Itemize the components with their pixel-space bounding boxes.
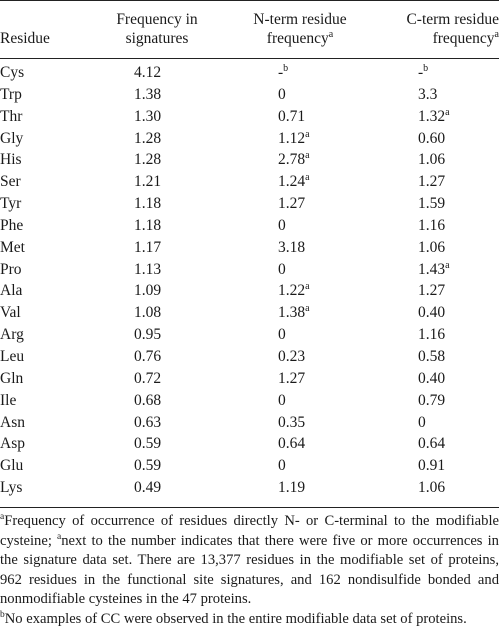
cell-residue <box>0 324 24 346</box>
cell-nterm <box>278 215 286 237</box>
cell-cterm <box>418 280 445 302</box>
cell-frequency-value: 1.09 <box>134 282 162 300</box>
cell-frequency <box>134 171 161 193</box>
header-nterm-footnote-mark: a <box>328 28 334 40</box>
cell-nterm <box>278 62 288 84</box>
cell-cterm-value: 1.06 <box>418 479 446 497</box>
cell-frequency <box>134 259 161 281</box>
cell-residue <box>0 433 25 455</box>
table-row <box>0 324 499 346</box>
cell-nterm <box>278 412 305 434</box>
cell-cterm <box>418 193 445 215</box>
header-frequency-line2: signatures <box>125 30 189 47</box>
cell-nterm <box>278 171 310 193</box>
cell-cterm <box>418 390 445 412</box>
table-row <box>0 390 499 412</box>
cell-nterm <box>278 433 305 455</box>
header-frequency <box>102 10 212 48</box>
cell-cterm <box>418 412 426 434</box>
cell-frequency-value: 0.63 <box>134 413 162 431</box>
cell-cterm <box>418 368 445 390</box>
cell-cterm-value: 1.06 <box>418 151 446 169</box>
cell-nterm-value: 3.18 <box>278 238 306 256</box>
cell-nterm-value: 0 <box>278 85 286 103</box>
table-row <box>0 171 499 193</box>
table-row <box>0 106 499 128</box>
table-row <box>0 368 499 390</box>
table-row <box>0 455 499 477</box>
cell-nterm-value: 1.22 <box>278 282 306 300</box>
cell-nterm-value: 0 <box>278 391 286 409</box>
cell-nterm-value: 1.27 <box>278 369 306 387</box>
table-row <box>0 477 499 499</box>
cell-nterm <box>278 237 305 259</box>
table-row <box>0 433 499 455</box>
cell-residue-value: Ile <box>0 391 17 409</box>
cell-cterm-value: 0 <box>418 413 426 431</box>
cell-nterm-value: 1.38 <box>278 304 306 322</box>
cell-nterm <box>278 302 310 324</box>
table-row <box>0 193 499 215</box>
cell-frequency-value: 1.28 <box>134 151 162 169</box>
cell-nterm-footnote-mark: a <box>305 128 310 140</box>
cell-residue-value: Gln <box>0 369 24 387</box>
cell-frequency <box>134 368 161 390</box>
cell-cterm <box>418 171 445 193</box>
cell-frequency-value: 1.28 <box>134 129 162 147</box>
header-nterm <box>240 10 360 48</box>
cell-nterm-value: 1.12 <box>278 129 306 147</box>
cell-frequency <box>134 455 161 477</box>
cell-residue-value: Gly <box>0 129 24 147</box>
cell-residue <box>0 193 21 215</box>
cell-residue-value: Tyr <box>0 195 22 213</box>
cell-residue <box>0 259 22 281</box>
cell-frequency-value: 0.95 <box>134 326 162 344</box>
cell-residue-value: Arg <box>0 326 24 344</box>
cell-residue-value: Ala <box>0 282 23 300</box>
footnote-b-mark: b <box>0 609 5 620</box>
cell-nterm <box>278 346 305 368</box>
cell-cterm <box>418 346 445 368</box>
cell-nterm <box>278 280 310 302</box>
table-body <box>0 62 499 499</box>
cell-frequency-value: 0.59 <box>134 435 162 453</box>
cell-frequency <box>134 84 161 106</box>
cell-residue-value: Met <box>0 238 25 256</box>
cell-frequency <box>134 302 161 324</box>
cell-frequency-value: 1.08 <box>134 304 162 322</box>
cell-cterm <box>418 477 445 499</box>
cell-cterm-value: 1.16 <box>418 216 446 234</box>
table-row <box>0 237 499 259</box>
cell-nterm-value: 0 <box>278 216 286 234</box>
cell-residue-value: Val <box>0 304 21 322</box>
cell-frequency-value: 0.49 <box>134 479 162 497</box>
cell-residue-value: Thr <box>0 107 23 125</box>
cell-nterm-value: 0.64 <box>278 435 306 453</box>
cell-frequency <box>134 477 161 499</box>
cell-frequency-value: 0.76 <box>134 347 162 365</box>
header-residue <box>0 29 50 48</box>
cell-residue-value: Asp <box>0 435 25 453</box>
cell-cterm <box>418 84 437 106</box>
cell-frequency <box>134 390 161 412</box>
cell-residue <box>0 302 21 324</box>
header-cterm-line2 <box>380 29 499 48</box>
cell-residue <box>0 280 22 302</box>
cell-cterm <box>418 259 450 281</box>
cell-frequency <box>134 106 161 128</box>
cell-residue <box>0 455 23 477</box>
cell-nterm <box>278 149 310 171</box>
table-row <box>0 346 499 368</box>
table-header-rule <box>0 58 499 59</box>
table-row <box>0 128 499 150</box>
cell-cterm <box>418 149 445 171</box>
cell-cterm-value: 0.91 <box>418 457 446 475</box>
table-row <box>0 149 499 171</box>
table-row <box>0 62 499 84</box>
cell-residue <box>0 149 22 171</box>
cell-cterm-value: 0.40 <box>418 304 446 322</box>
cell-cterm-value: - <box>418 64 424 81</box>
cell-cterm-value: 1.27 <box>418 173 446 191</box>
cell-nterm-value: 0.23 <box>278 347 306 365</box>
cell-residue-value: His <box>0 151 22 169</box>
header-cterm-line2-text: frequency <box>432 30 495 47</box>
cell-cterm-value: 0.60 <box>418 129 446 147</box>
cell-nterm <box>278 368 305 390</box>
cell-cterm-value: 3.3 <box>418 85 438 103</box>
cell-residue-value: Cys <box>0 64 25 81</box>
header-nterm-line2 <box>240 29 360 48</box>
cell-cterm <box>418 302 445 324</box>
cell-cterm-value: 0.79 <box>418 391 446 409</box>
cell-nterm-footnote-mark: a <box>305 281 310 293</box>
cell-frequency-value: 1.21 <box>134 173 162 191</box>
header-cterm-footnote-mark: a <box>494 28 499 40</box>
cell-frequency <box>134 193 161 215</box>
cell-frequency <box>134 433 161 455</box>
footnote-a-inline-mark: a <box>57 531 62 542</box>
cell-frequency <box>134 128 161 150</box>
cell-nterm-footnote-mark: a <box>305 172 310 184</box>
cell-frequency-value: 1.18 <box>134 216 162 234</box>
cell-residue <box>0 237 25 259</box>
cell-cterm-value: 0.58 <box>418 347 446 365</box>
cell-nterm <box>278 106 305 128</box>
cell-nterm-footnote-mark: a <box>305 303 310 315</box>
cell-residue <box>0 62 24 84</box>
table-row <box>0 280 499 302</box>
cell-nterm-value: 0 <box>278 260 286 278</box>
cell-cterm-footnote-mark: a <box>445 259 450 271</box>
footnote-a <box>0 512 499 610</box>
cell-nterm-value: 0 <box>278 326 286 344</box>
cell-nterm-value: 0 <box>278 457 286 475</box>
cell-frequency-value: 1.13 <box>134 260 162 278</box>
cell-frequency <box>134 324 161 346</box>
cell-frequency-value: 1.17 <box>134 238 162 256</box>
cell-nterm-value: 2.78 <box>278 151 306 169</box>
header-frequency-line1: Frequency in <box>116 11 198 28</box>
cell-residue <box>0 368 23 390</box>
cell-nterm-value: - <box>278 64 284 81</box>
cell-residue <box>0 412 25 434</box>
cell-cterm-footnote-mark: b <box>423 62 429 74</box>
cell-nterm <box>278 455 286 477</box>
header-cterm <box>380 10 499 48</box>
cell-nterm-footnote-mark: a <box>305 150 310 162</box>
cell-nterm <box>278 128 310 150</box>
cell-residue <box>0 128 23 150</box>
header-residue-label: Residue <box>0 30 50 47</box>
cell-frequency-value: 0.72 <box>134 369 162 387</box>
cell-frequency <box>134 237 161 259</box>
cell-cterm <box>418 455 445 477</box>
cell-cterm-value: 1.43 <box>418 260 446 278</box>
cell-nterm-footnote-mark: b <box>283 62 289 74</box>
cell-nterm-value: 1.19 <box>278 479 306 497</box>
footnote-a-text-2: next to the number indicates that there were five or more occurrences in the signature data set. There are 13,377 residues in the modifiable set of proteins, 962 residues in the functional site signatures, and 162 nondisulfide bonded and nonmodifiable cysteines in the 47 proteins. <box>0 532 499 607</box>
cell-residue <box>0 171 21 193</box>
cell-nterm <box>278 390 286 412</box>
cell-frequency-value: 0.59 <box>134 457 162 475</box>
cell-frequency-value: 4.12 <box>134 64 162 81</box>
cell-nterm-value: 1.24 <box>278 173 306 191</box>
cell-nterm-value: 0.35 <box>278 413 306 431</box>
cell-frequency <box>134 62 161 84</box>
cell-cterm-value: 1.06 <box>418 238 446 256</box>
header-nterm-line2-text: frequency <box>266 30 329 47</box>
table-row <box>0 215 499 237</box>
cell-cterm-value: 1.32 <box>418 107 446 125</box>
header-nterm-line1: N-term residue <box>253 11 347 28</box>
cell-residue <box>0 390 16 412</box>
cell-residue-value: Lys <box>0 479 23 497</box>
cell-cterm-value: 0.40 <box>418 369 446 387</box>
cell-nterm-value: 0.71 <box>278 107 306 125</box>
table-footnotes <box>0 512 499 629</box>
cell-cterm <box>418 106 450 128</box>
cell-residue <box>0 215 23 237</box>
table-row <box>0 412 499 434</box>
cell-residue-value: Trp <box>0 85 22 103</box>
cell-frequency <box>134 412 161 434</box>
cell-nterm-value: 1.27 <box>278 195 306 213</box>
table-bottom-rule <box>0 507 499 508</box>
cell-residue <box>0 84 22 106</box>
cell-cterm-value: 1.16 <box>418 326 446 344</box>
cell-residue-value: Glu <box>0 457 24 475</box>
cell-residue-value: Pro <box>0 260 22 278</box>
cell-residue-value: Asn <box>0 413 25 431</box>
cell-cterm-value: 1.59 <box>418 195 446 213</box>
cell-frequency <box>134 280 161 302</box>
cell-frequency-value: 1.18 <box>134 195 162 213</box>
cell-cterm <box>418 62 428 84</box>
cell-cterm-value: 1.27 <box>418 282 446 300</box>
cell-cterm <box>418 433 445 455</box>
footnote-a-mark: a <box>0 512 5 523</box>
header-cterm-line1: C-term residue <box>406 11 499 28</box>
cell-nterm <box>278 193 305 215</box>
cell-frequency <box>134 346 161 368</box>
table-row <box>0 84 499 106</box>
footnote-b <box>0 610 499 630</box>
cell-cterm <box>418 324 445 346</box>
cell-cterm-value: 0.64 <box>418 435 446 453</box>
cell-residue-value: Phe <box>0 216 24 234</box>
cell-nterm <box>278 324 286 346</box>
cell-residue <box>0 106 22 128</box>
table-row <box>0 302 499 324</box>
cell-nterm <box>278 477 305 499</box>
cell-frequency <box>134 215 161 237</box>
cell-nterm <box>278 84 286 106</box>
cell-frequency-value: 0.68 <box>134 391 162 409</box>
table-row <box>0 259 499 281</box>
cell-residue-value: Leu <box>0 347 25 365</box>
cell-frequency <box>134 149 161 171</box>
cell-residue <box>0 477 22 499</box>
cell-frequency-value: 1.38 <box>134 85 162 103</box>
cell-cterm <box>418 128 445 150</box>
cell-frequency-value: 1.30 <box>134 107 162 125</box>
footnote-b-text: No examples of CC were observed in the entire modifiable data set of proteins. <box>4 610 467 627</box>
table-header <box>0 0 499 58</box>
cell-cterm <box>418 215 445 237</box>
cell-cterm-footnote-mark: a <box>445 106 450 118</box>
cell-residue <box>0 346 24 368</box>
cell-nterm <box>278 259 286 281</box>
footnote-a-text-1: Frequency of occurrence of residues directly N- or C-terminal to the modifiable cysteine; <box>0 513 499 549</box>
cell-residue-value: Ser <box>0 173 21 191</box>
cell-cterm <box>418 237 445 259</box>
